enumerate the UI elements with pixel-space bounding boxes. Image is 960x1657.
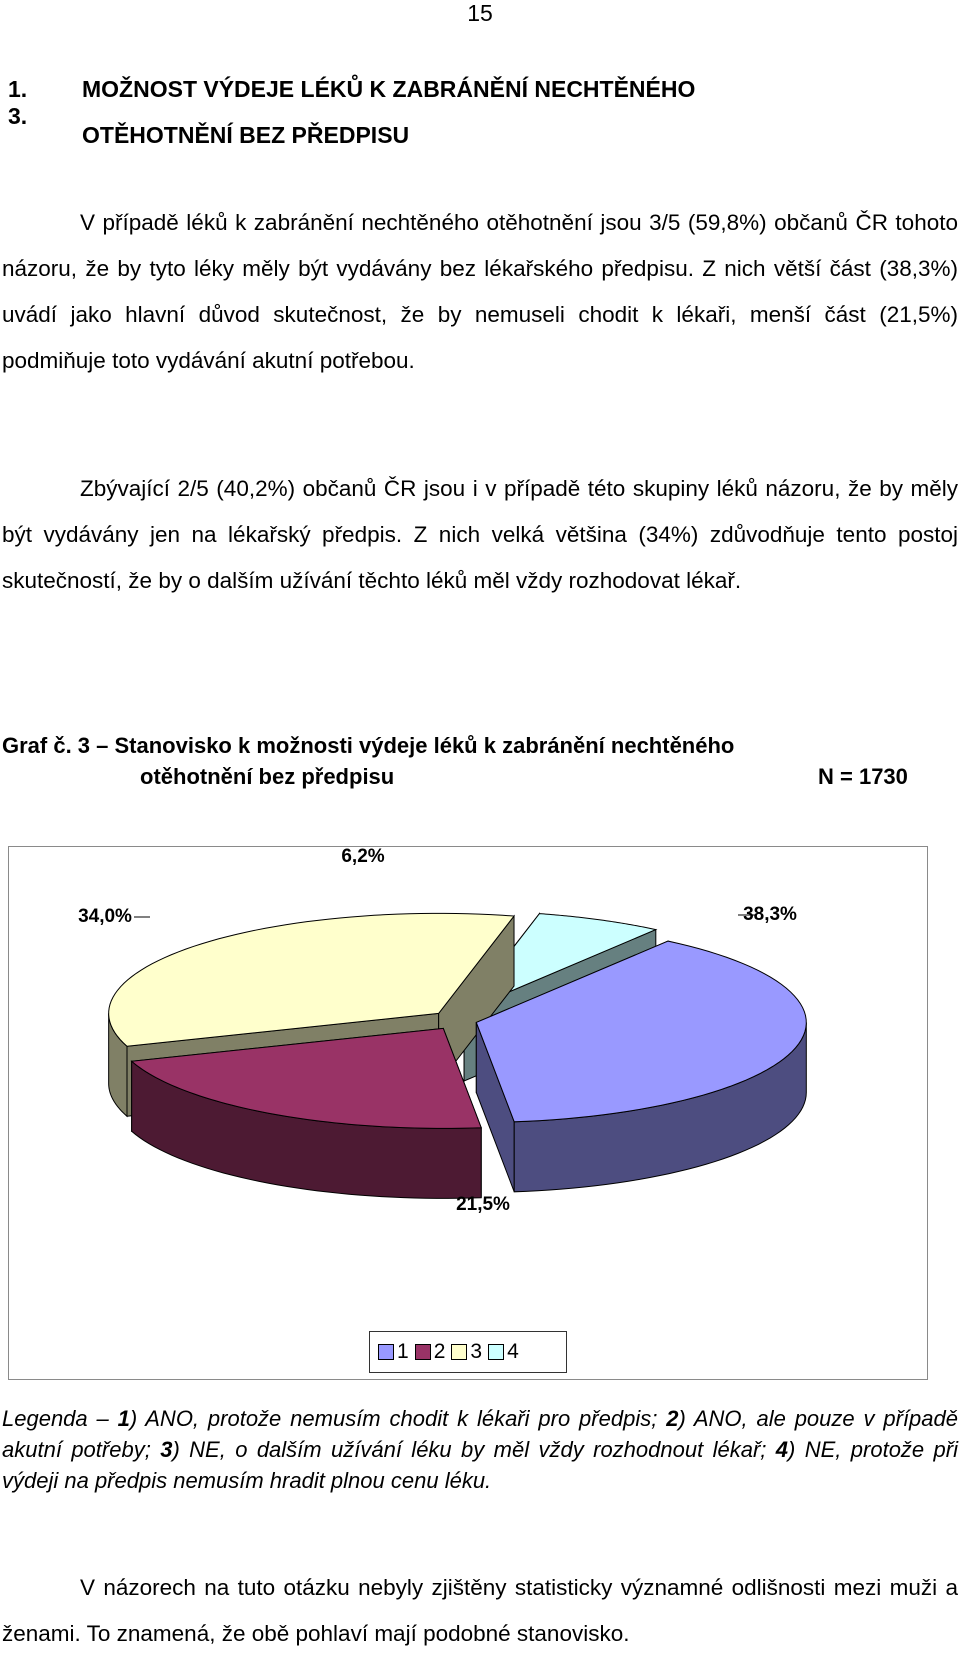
figure-n-label: N = 1730 [818, 764, 908, 789]
legend-note-text-1: ) ANO, protože nemusím chodit k lékaři pro předpis; [129, 1406, 667, 1431]
legend-label-1: 1 [397, 1340, 409, 1363]
section-title-line2: OTĚHOTNĚNÍ BEZ PŘEDPISU [82, 122, 410, 148]
section-title-line1: MOŽNOST VÝDEJE LÉKŮ K ZABRÁNĚNÍ NECHTĚNÉHO [82, 76, 696, 102]
figure-caption-line1: Graf č. 3 – Stanovisko k možnosti výdeje léků k zabránění nechtěného [2, 733, 735, 758]
legend-note-prefix: Legenda – [2, 1406, 118, 1431]
legend-note-text-3: ) NE, o dalším užívání léku by měl vždy rozhodnout lékař; [172, 1437, 776, 1462]
legend-swatch-3 [451, 1344, 467, 1360]
legend-note [2, 1403, 958, 1496]
paragraph-1-text: V případě léků k zabránění nechtěného otěhotnění jsou 3/5 (59,8%) občanů ČR tohoto názoru, že by tyto léky měly být vydávány bez lékařského předpisu. Z nich větší část (38,3%) uvádí jako hlavní důvod skutečnost, že by nemuseli chodit k lékaři, menší část (21,5%) podmiňuje toto vydávání akutní potřebou. [2, 210, 958, 373]
legend-note-num-4: 4 [775, 1437, 789, 1462]
legend-note-num-2: 2 [666, 1406, 679, 1431]
legend-swatch-2 [415, 1344, 431, 1360]
pie-label-4: 6,2% [341, 846, 385, 867]
section-number: 1. 3. [8, 76, 28, 129]
paragraph-2-text: Zbývající 2/5 (40,2%) občanů ČR jsou i v případě této skupiny léků názoru, že by měly být vydávány jen na lékařský předpis. Z nich velká většina (34%) zdůvodňuje tento postoj skutečností, že by o dalším užívání těchto léků měl vždy rozhodovat lékař. [2, 476, 958, 593]
legend-note-num-1: 1 [117, 1406, 130, 1431]
legend-label-4: 4 [507, 1340, 519, 1363]
conclusion [2, 1565, 958, 1657]
page-number: 15 [467, 0, 493, 26]
chart-legend [369, 1331, 567, 1373]
legend-note-num-3: 3 [160, 1437, 173, 1462]
figure-caption-line2: otěhotnění bez předpisu [140, 764, 395, 789]
pie-label-2: 21,5% [456, 1194, 510, 1215]
pie-label-1: 38,3% [743, 904, 797, 925]
conclusion-text: V názorech na tuto otázku nebyly zjištěny statisticky významné odlišnosti mezi muži a ženami. To znamená, že obě pohlaví mají podobné stanovisko. [2, 1575, 958, 1646]
legend-note-text-2: ) ANO, ale pouze v případě akutní potřeby; [2, 1406, 958, 1462]
pie-label-3: 34,0% [78, 906, 132, 927]
legend-label-3: 3 [470, 1340, 483, 1363]
legend-swatch-1 [378, 1344, 394, 1360]
legend-swatch-4 [488, 1344, 504, 1360]
legend-note-text-4: ) NE, protože při výdeji na předpis nemusím hradit plnou cenu léku. [2, 1437, 958, 1493]
legend-label-2: 2 [433, 1340, 446, 1363]
